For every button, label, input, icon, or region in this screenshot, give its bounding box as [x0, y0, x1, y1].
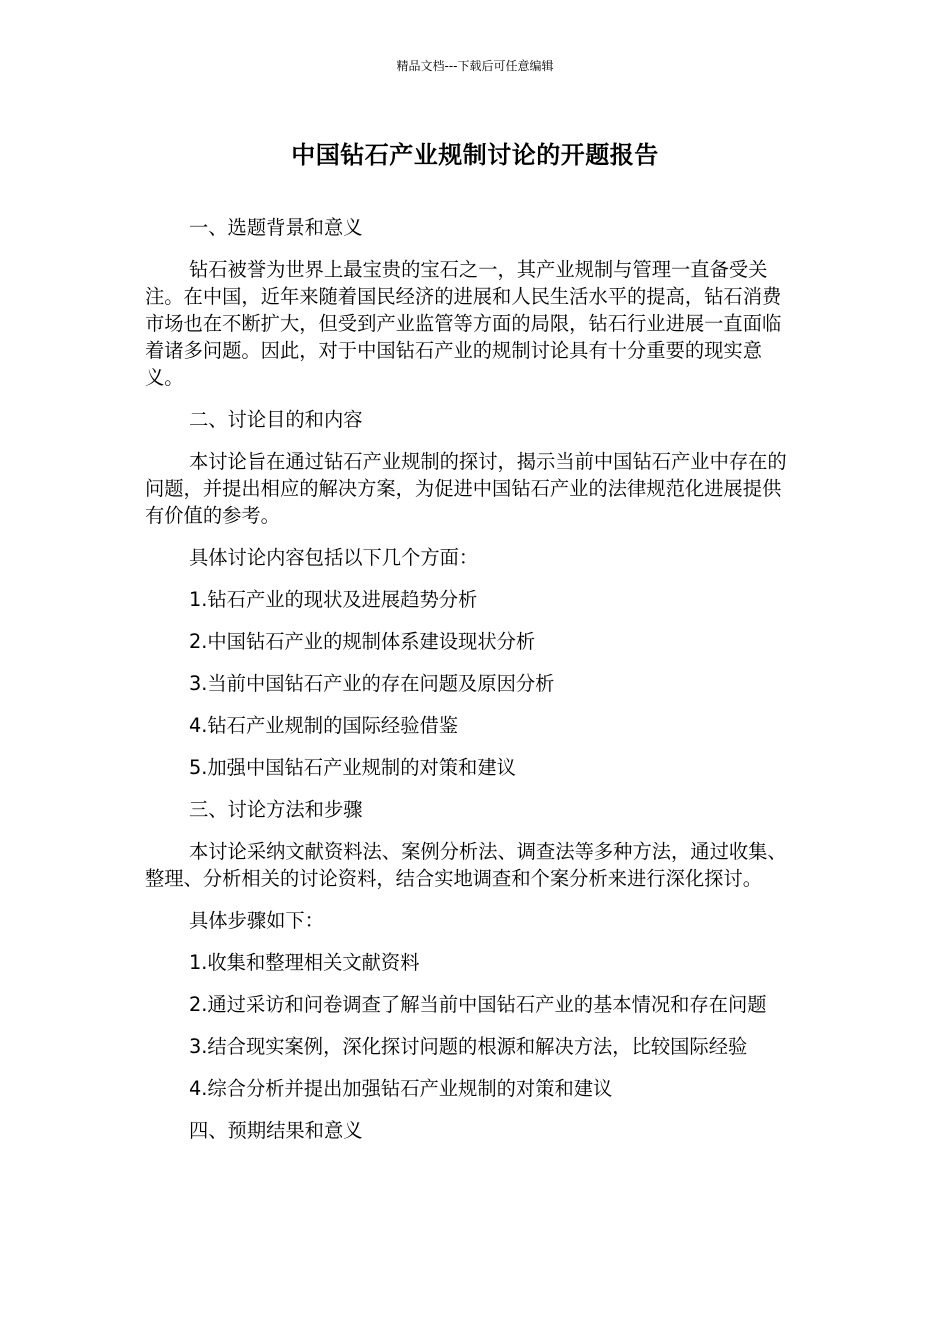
paragraph-content-intro: 具体讨论内容包括以下几个方面： [189, 546, 479, 569]
document-body [145, 214, 795, 1144]
paragraph-steps-intro: 具体步骤如下： [189, 909, 324, 932]
section-heading-1: 一、选题背景和意义 [189, 216, 363, 239]
list-item: 3.当前中国钻石产业的存在问题及原因分析 [189, 672, 555, 695]
list-item: 4.综合分析并提出加强钻石产业规制的对策和建议 [189, 1077, 613, 1100]
list-item: 1.收集和整理相关文献资料 [189, 951, 420, 974]
list-item: 3.结合现实案例，深化探讨问题的根源和解决方法，比较国际经验 [189, 1035, 748, 1058]
paragraph-background: 钻石被誉为世界上最宝贵的宝石之一，其产业规制与管理一直备受关注。在中国，近年来随着国民经济的进展和人民生活水平的提高，钻石消费市场也在不断扩大，但受到产业监管等方面的局限，钻石行业进展一直面临着诸多问题。因此，对于中国钻石产业的规制讨论具有十分重要的现实意义。 [145, 258, 782, 389]
list-item: 2.中国钻石产业的规制体系建设现状分析 [189, 630, 536, 653]
list-item: 2.通过采访和问卷调查了解当前中国钻石产业的基本情况和存在问题 [189, 993, 767, 1016]
list-item: 1.钻石产业的现状及进展趋势分析 [189, 588, 478, 611]
paragraph-purpose: 本讨论旨在通过钻石产业规制的探讨，揭示当前中国钻石产业中存在的问题，并提出相应的解决方案，为促进中国钻石产业的法律规范化进展提供有价值的参考。 [145, 450, 787, 527]
section-heading-3: 三、讨论方法和步骤 [189, 798, 363, 821]
paragraph-methods: 本讨论采纳文献资料法、案例分析法、调查法等多种方法，通过收集、整理、分析相关的讨论资料，结合实地调查和个案分析来进行深化探讨。 [145, 840, 787, 890]
list-item: 5.加强中国钻石产业规制的对策和建议 [189, 756, 516, 779]
page-header: 精品文档---下载后可任意编辑 [396, 59, 554, 73]
list-item: 4.钻石产业规制的国际经验借鉴 [189, 714, 459, 737]
section-heading-4: 四、预期结果和意义 [189, 1119, 363, 1142]
document-title: 中国钻石产业规制讨论的开题报告 [291, 141, 659, 169]
section-heading-2: 二、讨论目的和内容 [189, 408, 363, 431]
